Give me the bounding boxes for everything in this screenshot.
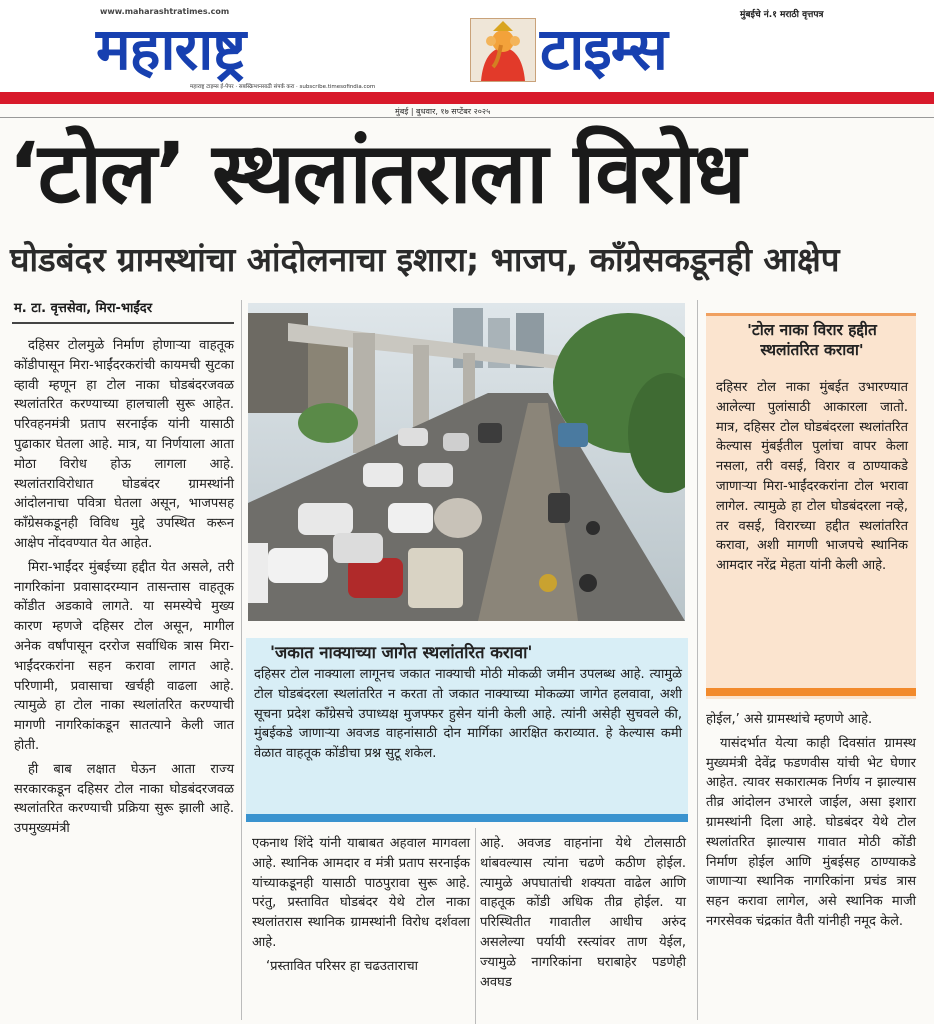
quote-box-title: 'जकात नाक्याच्या जागेत स्थलांतरित करावा' — [270, 643, 533, 662]
divider — [12, 322, 234, 324]
column-divider — [697, 300, 698, 1020]
masthead-red-bar — [0, 92, 934, 104]
article-column-4 — [706, 710, 916, 936]
sidebar-text: दहिसर टोल नाका मुंबईत उभारण्यात आलेल्या पुलांसाठी आकारला जातो. मात्र, दहिसर टोल घोडबंदरला स्थलांतरित केल्यास मुंबईतील पुलांचा वापर केला नसला, तरी वसई, विरार व ठाण्याकडे जाणाऱ्या मिरा-भाईंदरकरांना टोल भरावा लागेल. त्यामुळे हा टोल घोडबंदरला नव्हे, तर वसई, विरारच्या हद्दीत स्थलांतरित करावा, अशी मागणी भाजपचे स्थानिक आमदार नरेंद्र मेहता यांनी केली आहे. — [716, 380, 908, 574]
paragraph: मिरा-भाईंदर मुंबईच्या हद्दीत येत असले, तरी नागरिकांना प्रवासादरम्यान तासन्तास वाहतूक कोंडीत अडकावे लागते. या समस्येचे मुख्य कारण म्हणजे दहिसर टोल असून, मागील अनेक वर्षांपासून दररोज सर्वाधिक त्रास मिरा-भाईंदरकरांना सहन करावा लागत आहे. परिणामी, प्रवासाचा खर्चही वाढला आहे. त्यामुळे हा टोल नाका स्थलांतरित करण्याची मागणी नागरिकांकडून सातत्याने केली जात होती. — [14, 559, 234, 753]
paragraph: ‘प्रस्तावित परिसर हा चढउताराचा — [266, 958, 418, 974]
article-column-1 — [14, 336, 234, 843]
column-divider — [475, 828, 476, 1024]
sidebar-bottom-bar — [706, 688, 916, 696]
dateline: मुंबई | बुधवार, १७ सप्टेंबर २०२५ — [395, 107, 491, 116]
site-url[interactable]: www.maharashtratimes.com — [100, 7, 230, 16]
masthead-subline: महाराष्ट्र टाइम्स ई-पेपर · सबस्क्रिप्शनसाठी संपर्क करा · subscribe.timesofindia.com — [190, 84, 376, 90]
paragraph: यासंदर्भात येत्या काही दिवसांत ग्रामस्थ मुख्यमंत्री देवेंद्र फडणवीस यांची भेट घेणार आहेत. त्यावर सकारात्मक निर्णय न झाल्यास तीव्र आंदोलन उभारले जाईल, असा इशारा ग्रामस्थांनी दिला आहे. घोडबंदर येथे टोल स्थलांतरित झाल्यास गावात मोठी कोंडी निर्माण होईल आणि मुंबईसह ठाण्याकडे जाणाऱ्या स्थानिक नागरिकांना प्रचंड त्रास सहन करावा लागेल, असे स्थानिक माजी नगरसेवक चंद्रकांत वैती यांनीही नमूद केले. — [706, 735, 916, 929]
paragraph: आहे. अवजड वाहनांना येथे टोलसाठी थांबवल्यास त्यांना चढणे कठीण होईल. त्यामुळे अपघातांची शक्यता वाढेल आणि वाहतूक कोंडी अधिक तीव्र होईल. या परिस्थितीत गावातील आधीच अरुंद असलेल्या पर्यायी रस्त्यांवर ताण येईल, ज्यामुळे नागरिकांना घराबाहेर पडणेही अवघड — [480, 836, 686, 990]
page-title: ‘टोल’ स्थलांतराला विरोध — [8, 124, 744, 222]
article-column-2 — [252, 834, 470, 981]
column-divider — [241, 300, 242, 1020]
paragraph: एकनाथ शिंदे यांनी याबाबत अहवाल मागवला आहे. स्थानिक आमदार व मंत्री प्रताप सरनाईक यांच्याकडूनही यासाठी पाठपुरावा सुरू आहे. परंतु, प्रस्तावित घोडबंदर येथे टोल नाका स्थलांतरास स्थानिक ग्रामस्थांनी विरोध दर्शवला आहे. — [252, 836, 470, 950]
tagline: मुंबईचे नं.१ मराठी वृत्तपत्र — [740, 10, 824, 20]
traffic-jam-photo — [248, 303, 685, 621]
sidebar-title: 'टोल नाका विरार हद्दीत स्थलांतरित करावा' — [747, 321, 877, 359]
byline: म. टा. वृत्तसेवा, मिरा-भाईंदर — [14, 301, 153, 316]
brand-name-right: टाइम्स — [540, 15, 667, 83]
quote-box-text: दहिसर टोल नाक्याला लागूनच जकात नाक्याची मोठी मोकळी जमीन उपलब्ध आहे. त्यामुळे टोल घोडबंदरला स्थलांतरित न करता तो जकात नाक्याच्या मोकळ्या जागेत हलवावा, अशी सूचना प्रदेश काँग्रेसचे उपाध्यक्ष मुजफ्फर हुसेन यांनी केली आहे. त्यांनी असेही सुचवले की, मुंबईकडे जाणाऱ्या अवजड वाहनांसाठी दोन मार्गिका आरक्षित कराव्यात. हे केल्यास कमी वेळात वाहतूक कोंडीचा प्रश्न सुटू शकेल. — [254, 667, 682, 762]
quote-box-bottom-bar — [246, 814, 688, 822]
paragraph: होईल,’ असे ग्रामस्थांचे म्हणणे आहे. — [706, 712, 873, 727]
article-column-3 — [480, 834, 686, 996]
paragraph: दहिसर टोलमुळे निर्माण होणाऱ्या वाहतूक कोंडीपासून मिरा-भाईंदरकरांची कायमची सुटका व्हावी म्हणून हा टोल नाका घोडबंदरजवळ स्थलांतरित करण्याच्या हालचाली सुरू आहेत. परिवहनमंत्री प्रताप सरनाईक यांनी यासाठी पुढाकार घेतला आहे. मात्र, या निर्णयाला आता मोठा विरोध होऊ लागला आहे. स्थलांतराविरोधात घोडबंदर ग्रामस्थांनी आंदोलनाचा पवित्रा घेतला असून, भाजपसह काँग्रेसकडूनही विविध मुद्दे उपस्थित करून आक्षेप नोंदवण्यात येत आहेत. — [14, 338, 234, 551]
brand-name-left: महाराष्ट्र — [96, 15, 246, 83]
paragraph: ही बाब लक्षात घेऊन आता राज्य सरकारकडून दहिसर टोल नाका घोडबंदरजवळ स्थलांतरित करण्याची प्रक्रिया सुरू झाली आहे. उपमुख्यमंत्री — [14, 761, 234, 837]
ganesha-logo-icon — [470, 18, 536, 82]
subheadline: घोडबंदर ग्रामस्थांचा आंदोलनाचा इशारा; भाजप, काँग्रेसकडूनही आक्षेप — [10, 240, 840, 279]
